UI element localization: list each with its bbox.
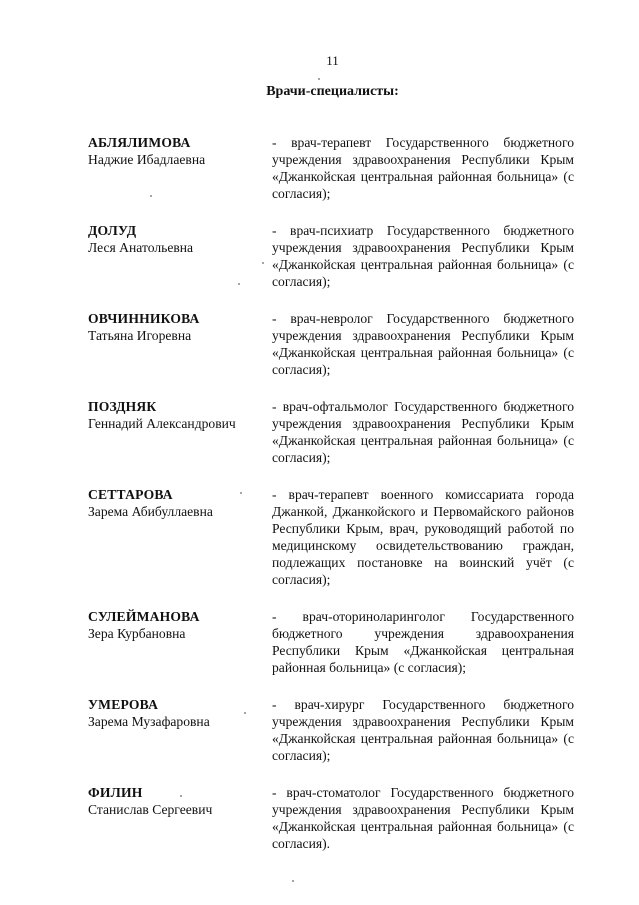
given-names: Леся Анатольевна	[88, 240, 194, 255]
given-names: Зарема Абибуллаевна	[88, 504, 213, 519]
surname: УМЕРОВА	[88, 697, 159, 712]
surname: АБЛЯЛИМОВА	[88, 135, 191, 150]
specialist-entry	[88, 134, 574, 202]
specialist-name	[88, 134, 268, 202]
specialist-name	[88, 608, 268, 676]
specialist-entry	[88, 398, 574, 466]
specialist-name	[88, 486, 268, 588]
given-names: Наджие Ибадлаевна	[88, 152, 206, 167]
surname: ДОЛУД	[88, 223, 137, 238]
given-names: Зарема Музафаровна	[88, 714, 210, 729]
specialist-entry	[88, 222, 574, 290]
scan-speck	[240, 492, 242, 494]
specialist-entry	[88, 486, 574, 588]
specialist-name	[88, 784, 268, 852]
specialist-name	[88, 310, 268, 378]
specialist-role: - врач-хирург Государственного бюджетного учреждения здравоохранения Республики Крым «Джанкойская центральная районная больница» (с согласия);	[272, 697, 574, 763]
specialist-role: - врач-оториноларинголог Государственного бюджетного учреждения здравоохранения Республики Крым «Джанкойская центральная районная больница» (с согласия);	[272, 609, 574, 675]
specialist-name	[88, 398, 268, 466]
specialist-entry	[88, 696, 574, 764]
specialist-role: - врач-психиатр Государственного бюджетного учреждения здравоохранения Республики Крым «Джанкойская центральная районная больница» (с согласия);	[272, 223, 574, 289]
given-names: Геннадий Александрович	[88, 416, 236, 431]
scan-speck	[238, 283, 240, 285]
surname: СЕТТАРОВА	[88, 487, 173, 502]
specialist-name	[88, 222, 268, 290]
surname: ОВЧИННИКОВА	[88, 311, 200, 326]
section-title: Врачи-специалисты:	[266, 84, 399, 99]
specialist-entry	[88, 784, 574, 852]
specialist-name	[88, 696, 268, 764]
scan-speck	[318, 78, 320, 80]
scan-speck	[244, 712, 246, 714]
page-number: 11	[326, 53, 339, 68]
specialist-role: - врач-терапевт военного комиссариата города Джанкой, Джанкойского и Первомайского районов Республики Крым, врач, руководящий работой по медицинскому освидетельствованию граждан, подлежащих постановке на воинский учёт (с согласия);	[272, 487, 574, 587]
specialist-role: - врач-невролог Государственного бюджетного учреждения здравоохранения Республики Крым «Джанкойская центральная районная больница» (с согласия);	[272, 311, 574, 377]
scan-speck	[292, 880, 294, 882]
specialist-role: - врач-терапевт Государственного бюджетного учреждения здравоохранения Республики Крым «Джанкойская центральная районная больница» (с согласия);	[272, 135, 574, 201]
scan-speck	[150, 195, 152, 197]
given-names: Зера Курбановна	[88, 626, 186, 641]
specialists-list	[88, 134, 574, 872]
scan-speck	[262, 262, 264, 264]
surname: ФИЛИН	[88, 785, 143, 800]
specialist-entry	[88, 310, 574, 378]
given-names: Станислав Сергеевич	[88, 802, 213, 817]
specialist-role: - врач-офтальмолог Государственного бюджетного учреждения здравоохранения Республики Крым «Джанкойская центральная районная больница» (с согласия);	[272, 399, 574, 465]
given-names: Татьяна Игоревна	[88, 328, 192, 343]
specialist-role: - врач-стоматолог Государственного бюджетного учреждения здравоохранения Республики Крым «Джанкойская центральная районная больница» (с согласия).	[272, 785, 574, 851]
scan-speck	[180, 795, 182, 797]
surname: ПОЗДНЯК	[88, 399, 157, 414]
surname: СУЛЕЙМАНОВА	[88, 609, 200, 624]
specialist-entry	[88, 608, 574, 676]
